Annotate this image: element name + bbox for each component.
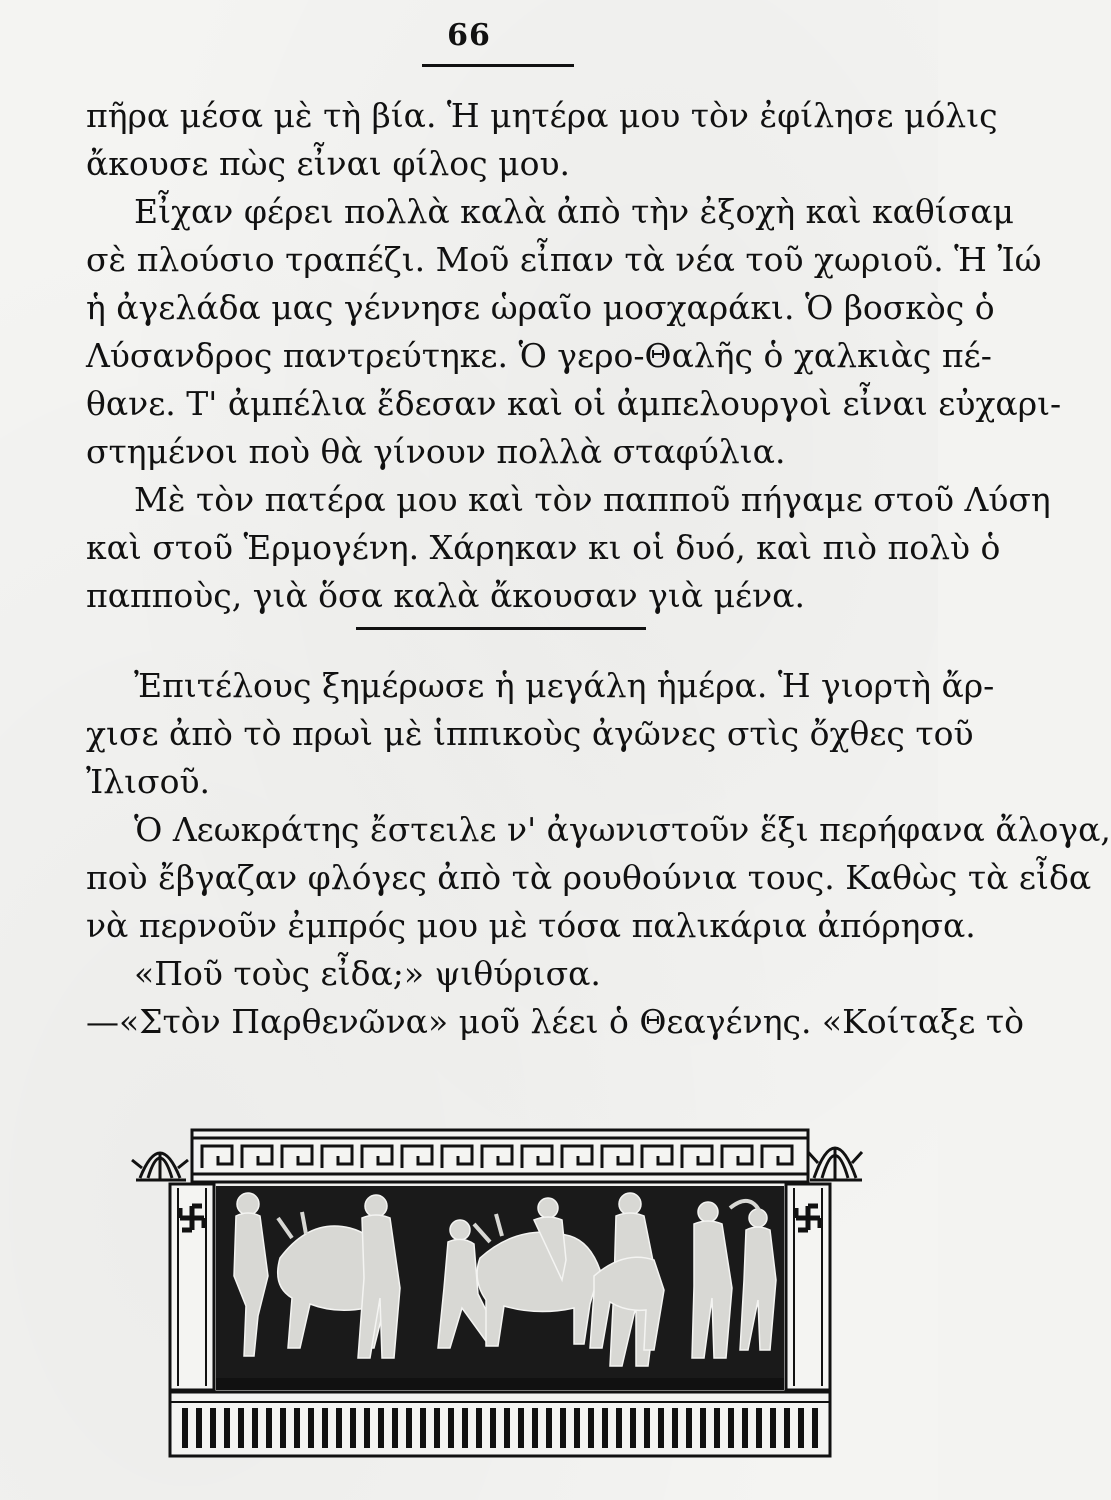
text-line: χισε ἀπὸ τὸ πρωὶ μὲ ἱππικοὺς ἀγῶνες στὶς ὄχθες τοῦ <box>86 714 974 753</box>
text-block-bottom <box>86 662 1111 1046</box>
text-line: «Ποῦ τοὺς εἶδα;» ψιθύρισα. <box>134 954 601 993</box>
text-line: καὶ στοῦ Ἑρμογένη. Χάρηκαν κι οἱ δυό, καὶ πιὸ πολὺ ὁ <box>86 528 1001 567</box>
figures-and-bulls-relief <box>216 1186 784 1390</box>
text-line: Λύσανδρος παντρεύτηκε. Ὁ γερο-Θαλῆς ὁ χαλκιὰς πέ- <box>86 336 992 375</box>
text-line: νὰ περνοῦν ἐμπρός μου μὲ τόσα παλικάρια ἀπόρησα. <box>86 906 976 945</box>
text-line: ποὺ ἔβγαζαν φλόγες ἀπὸ τὰ ρουθούνια τους. Καθὼς τὰ εἶδα <box>86 858 1092 897</box>
base-band <box>170 1392 830 1456</box>
page-number: 66 <box>447 18 491 53</box>
text-line: σὲ πλούσιο τραπέζι. Μοῦ εἶπαν τὰ νέα τοῦ χωριοῦ. Ἡ Ἰώ <box>86 240 1042 279</box>
meander-band <box>192 1130 808 1182</box>
text-line: —«Στὸν Παρθενῶνα» μοῦ λέει ὁ Θεαγένης. «Κοίταξε τὸ <box>86 1002 1025 1041</box>
text-line: παπποὺς, γιὰ ὅσα καλὰ ἄκουσαν γιὰ μένα. <box>86 576 805 615</box>
text-line: θανε. Τ' ἀμπέλια ἔδεσαν καὶ οἱ ἀμπελουργοὶ εἶναι εὐχαρι- <box>86 384 1062 423</box>
text-line: ἄκουσε πὼς εἶναι φίλος μου. <box>86 144 570 183</box>
text-line: πῆρα μέσα μὲ τὴ βία. Ἡ μητέρα μου τὸν ἐφίλησε μόλις <box>86 96 998 135</box>
text-line: Μὲ τὸν πατέρα μου καὶ τὸν παπποῦ πήγαμε στοῦ Λύση <box>134 480 1051 519</box>
text-line: ἡ ἀγελάδα μας γέννησε ὡραῖο μοσχαράκι. Ὁ βοσκὸς ὁ <box>86 288 995 327</box>
anthemion-right-icon <box>808 1148 862 1180</box>
text-line: Ἰλισοῦ. <box>86 762 210 801</box>
anthemion-left-icon <box>132 1153 188 1180</box>
frieze-illustration <box>130 1108 870 1480</box>
text-line: Ἐπιτέλους ξημέρωσε ἡ μεγάλη ἡμέρα. Ἡ γιορτὴ ἄρ- <box>134 666 995 705</box>
text-line: Εἶχαν φέρει πολλὰ καλὰ ἀπὸ τὴν ἐξοχὴ καὶ καθίσαμ <box>134 192 1014 231</box>
text-line: Ὁ Λεωκράτης ἔστειλε ν' ἀγωνιστοῦν ἕξι περήφανα ἄλογα, <box>134 810 1111 849</box>
section-divider <box>356 627 646 630</box>
text-line: στημένοι ποὺ θὰ γίνουν πολλὰ σταφύλια. <box>86 432 786 471</box>
header-rule <box>422 64 574 67</box>
text-block-top <box>86 92 1062 620</box>
